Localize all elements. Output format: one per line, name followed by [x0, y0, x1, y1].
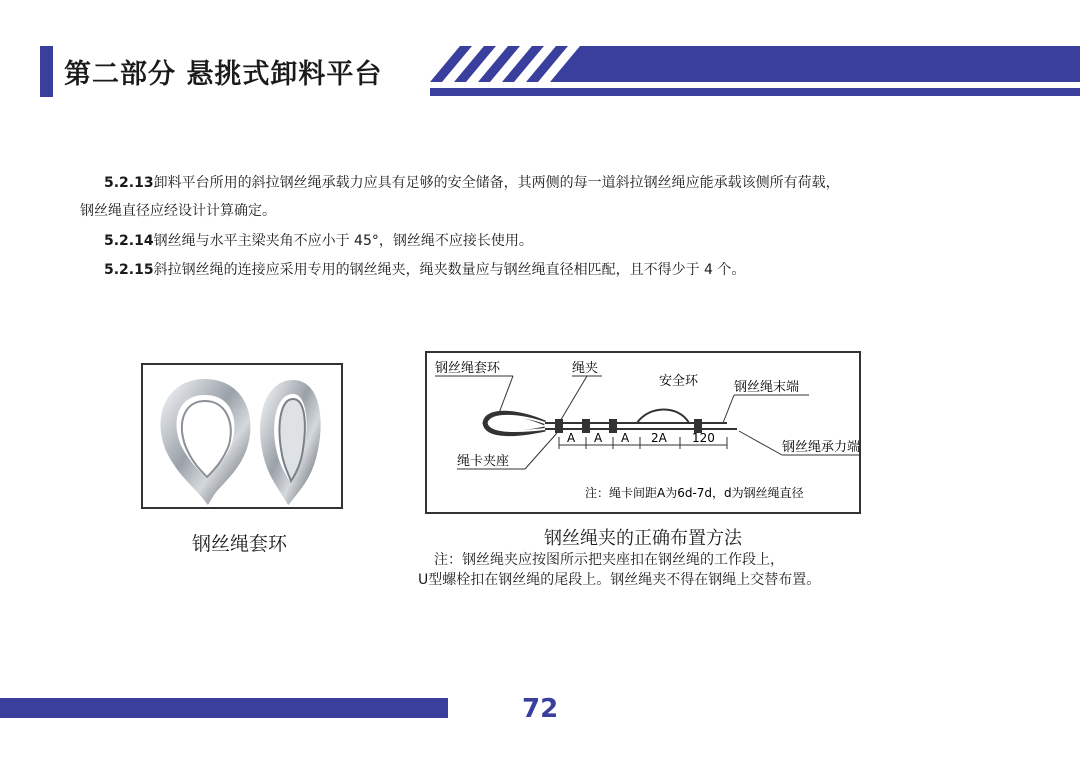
page-number: 72 — [522, 694, 559, 724]
dimension-a-3: A — [621, 431, 630, 445]
thimble-image-frame — [141, 363, 343, 509]
diagram-inner-note: 注：绳卡间距A为6d-7d，d为钢丝绳直径 — [585, 486, 804, 500]
clause-text: 钢丝绳与水平主梁夹角不应小于 45°，钢丝绳不应接长使用。 — [153, 233, 533, 249]
page-title: 第二部分 悬挑式卸料平台 — [64, 59, 383, 90]
label-thimble: 钢丝绳套环 — [435, 361, 501, 376]
rope-clip-note-line-2: U型螺栓扣在钢丝绳的尾段上。钢丝绳夹不得在钢绳上交替布置。 — [418, 572, 821, 588]
dimension-a-1: A — [567, 431, 576, 445]
clause-5-2-15 — [104, 259, 745, 281]
clause-5-2-13-continued: 钢丝绳直径应经设计计算确定。 — [80, 203, 276, 219]
title-accent-bar — [40, 46, 53, 97]
rope-clip-caption: 钢丝绳夹的正确布置方法 — [544, 528, 742, 549]
clause-number: 5.2.14 — [104, 233, 154, 249]
label-safety-loop: 安全环 — [659, 374, 699, 389]
thimble-caption: 钢丝绳套环 — [192, 533, 288, 555]
thimble-illustration — [143, 365, 341, 507]
label-load-end: 钢丝绳承力端 — [782, 440, 859, 455]
label-clip: 绳夹 — [572, 361, 599, 376]
dimension-a-2: A — [594, 431, 603, 445]
clause-number: 5.2.13 — [104, 175, 154, 191]
rope-clip-note-line-1: 注：钢丝绳夹应按图所示把夹座扣在钢丝绳的工作段上， — [434, 552, 784, 568]
rope-clip-diagram — [427, 353, 859, 512]
clause-text: 斜拉钢丝绳的连接应采用专用的钢丝绳夹，绳夹数量应与钢丝绳直径相匹配，且不得少于 4 个。 — [153, 262, 746, 278]
dimension-2a: 2A — [651, 431, 667, 445]
footer-accent-bar — [0, 698, 448, 718]
clause-text: 卸料平台所用的斜拉钢丝绳承载力应具有足够的安全储备，其两侧的每一道斜拉钢丝绳应能承载该侧所有荷载， — [153, 175, 840, 191]
label-clip-seat: 绳卡夹座 — [457, 454, 510, 469]
clause-5-2-14 — [104, 230, 533, 252]
clause-5-2-13 — [104, 172, 840, 194]
header-stripe-decoration — [430, 44, 1080, 98]
label-rope-end: 钢丝绳末端 — [734, 380, 800, 395]
rope-clip-diagram-frame — [425, 351, 861, 514]
dimension-120: 120 — [692, 431, 715, 445]
clause-number: 5.2.15 — [104, 262, 154, 278]
